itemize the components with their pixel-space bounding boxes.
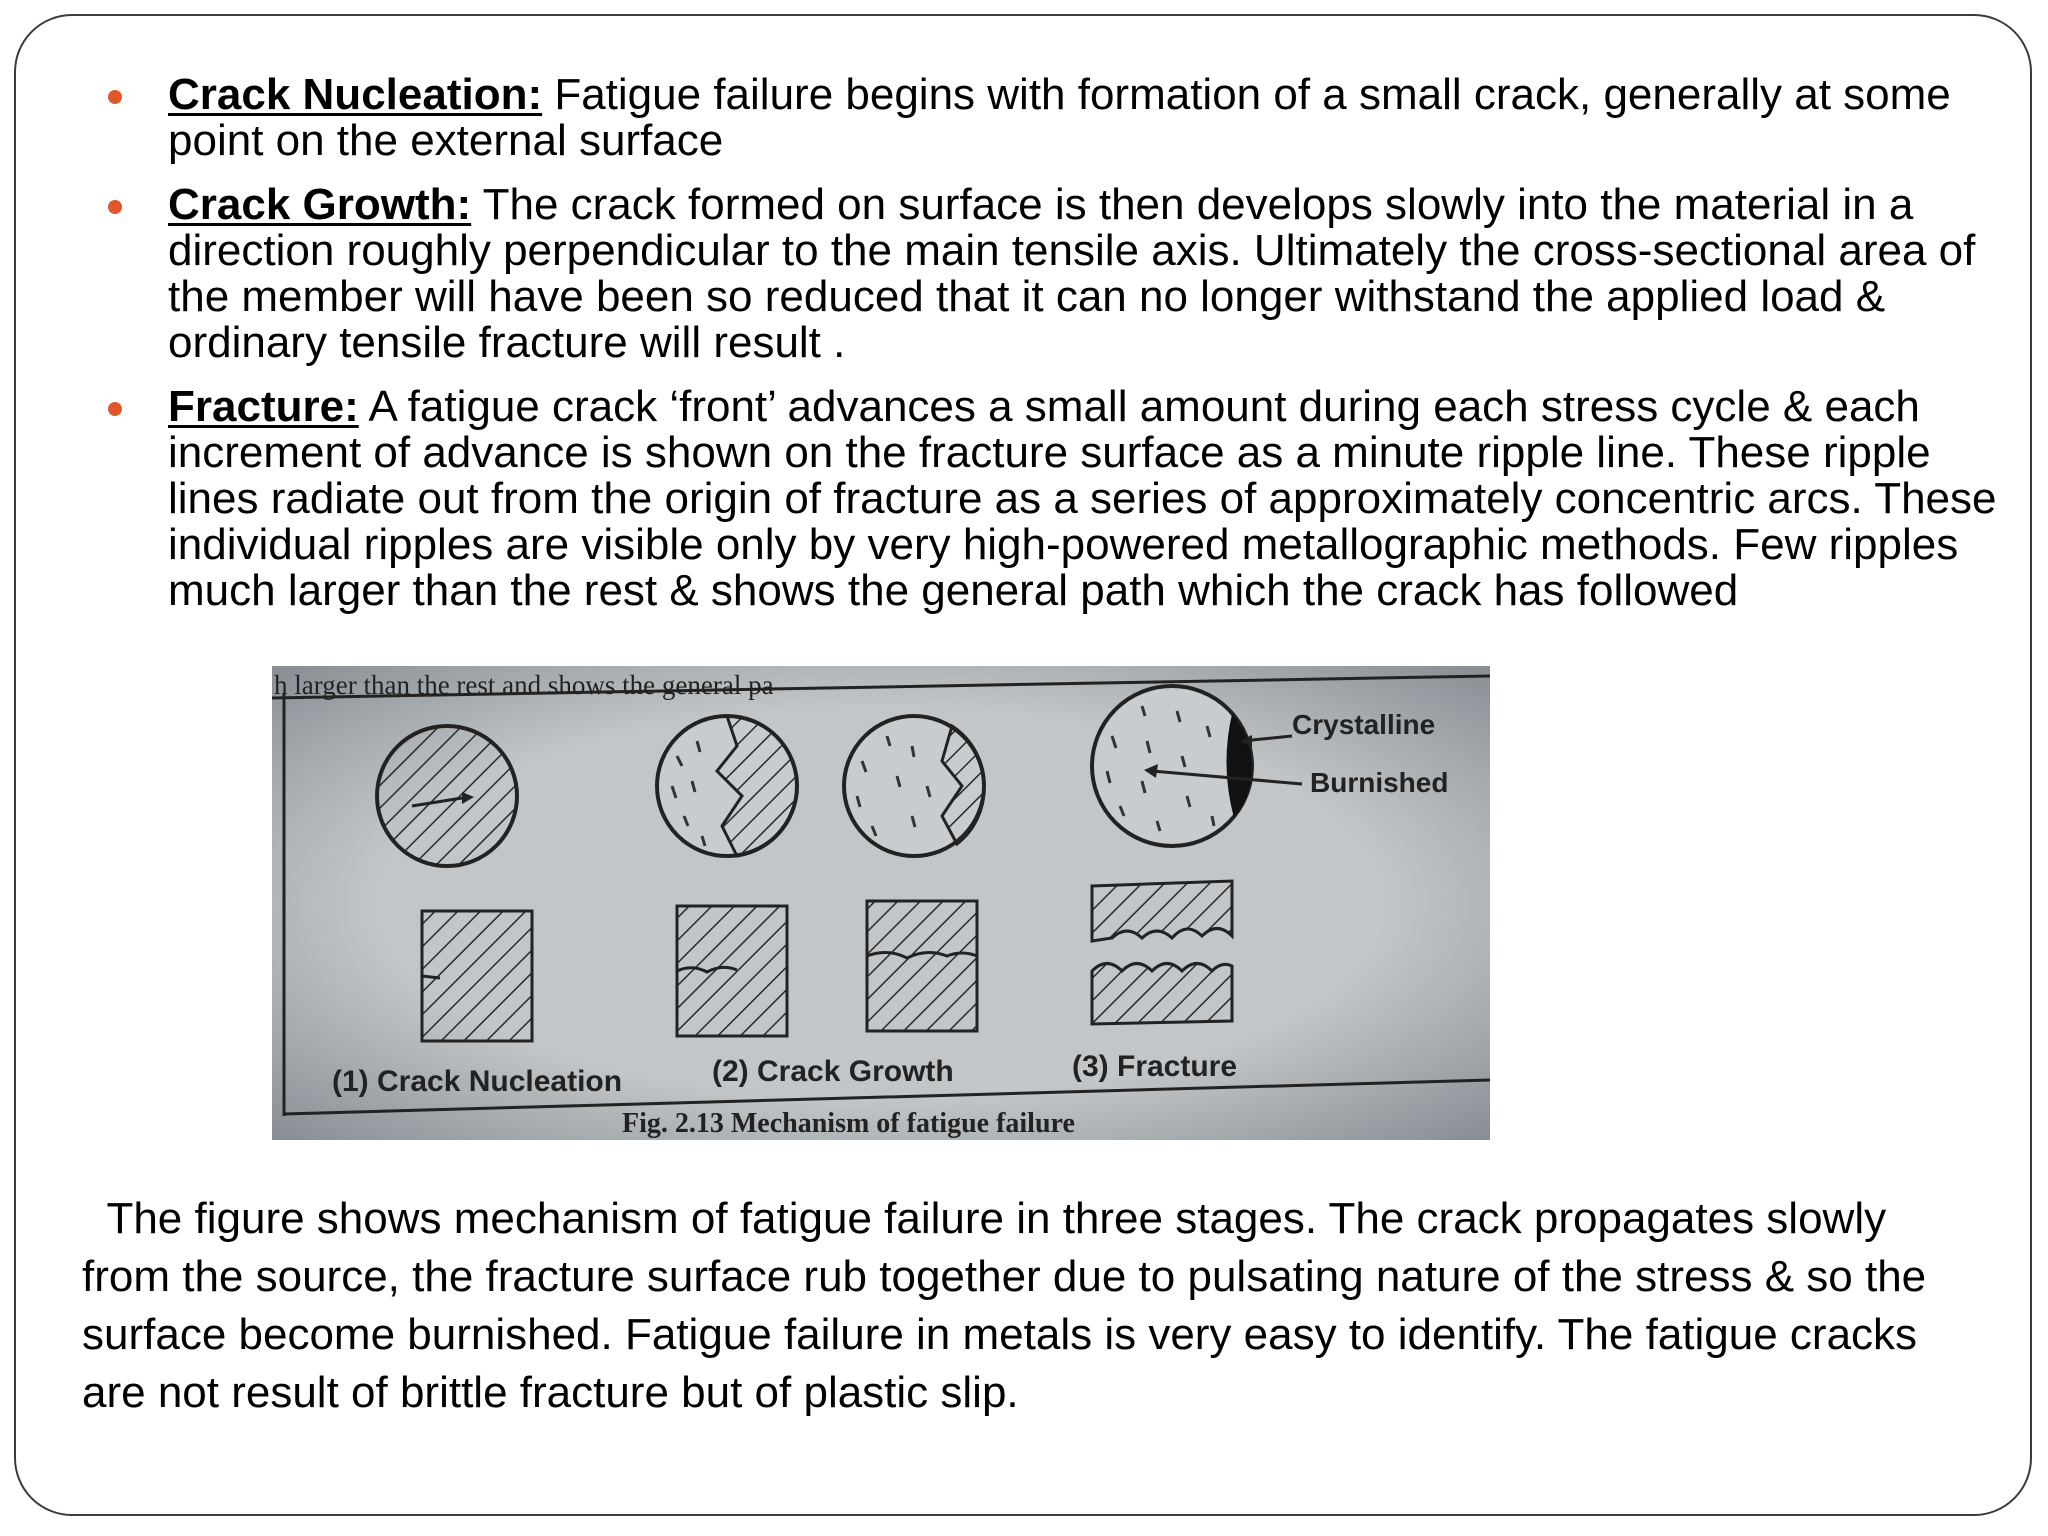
stage1-label: (1) Crack Nucleation xyxy=(332,1065,623,1098)
figure-caption: Fig. 2.13 Mechanism of fatigue failure xyxy=(622,1108,1075,1139)
bullet-text: Fatigue failure begins with formation of a small crack, generally at some point on the external surface xyxy=(168,70,1951,165)
label-burnished: Burnished xyxy=(1310,767,1449,798)
stage1-initial-crack xyxy=(422,976,440,978)
stage2-label: (2) Crack Growth xyxy=(712,1055,954,1088)
bullet-dot xyxy=(108,90,122,104)
bullet-crack-growth xyxy=(108,182,2008,366)
fracture-lower-half xyxy=(1092,964,1232,1025)
figure-illustration xyxy=(272,666,1490,1140)
bullet-term: Crack Nucleation: xyxy=(168,70,543,119)
fatigue-mechanism-figure xyxy=(272,666,1490,1140)
stage2-side-view xyxy=(677,906,787,1036)
explanation-paragraph: The figure shows mechanism of fatigue failure in three stages. The crack propagates slowly from the source, the fracture surface rub together due to pulsating nature of the stress & so the surface become burnished. Fatigue failure in metals is very easy to identify. The fatigue cracks are not result of brittle fracture but of plastic slip. xyxy=(82,1194,1939,1417)
bullet-crack-nucleation xyxy=(108,72,2008,164)
stage1-side-view xyxy=(422,911,532,1041)
bullet-text: The crack formed on surface is then develops slowly into the material in a direction roughly perpendicular to the main tensile axis. Ultimately the cross-sectional area of the member will have been so reduced that it can no longer withstand the applied load & ordinary tensile fracture will result . xyxy=(168,180,1976,367)
bullet-term: Fracture: xyxy=(168,382,359,431)
bullet-list xyxy=(108,72,2008,632)
stage1-circle xyxy=(377,726,517,866)
bullet-fracture xyxy=(108,384,2008,614)
label-crystalline: Crystalline xyxy=(1292,709,1436,740)
stage3-side-view xyxy=(867,901,977,1031)
bullet-term: Crack Growth: xyxy=(168,180,472,229)
bullet-text: A fatigue crack ‘front’ advances a small amount during each stress cycle & each increment of advance is shown on the fracture surface as a minute ripple line. These ripple lines radiate out from the origin of fracture as a series of approximately concentric arcs. These individual ripples are visible only by very high-powered metallographic methods. Few ripples much larger than the rest & shows the general path which the crack has followed xyxy=(168,382,1997,615)
bullet-dot xyxy=(108,200,122,214)
figure-top-text: h larger than the rest and shows the general pa xyxy=(274,670,774,700)
bullet-dot xyxy=(108,402,122,416)
stage3-label: (3) Fracture xyxy=(1072,1050,1238,1083)
